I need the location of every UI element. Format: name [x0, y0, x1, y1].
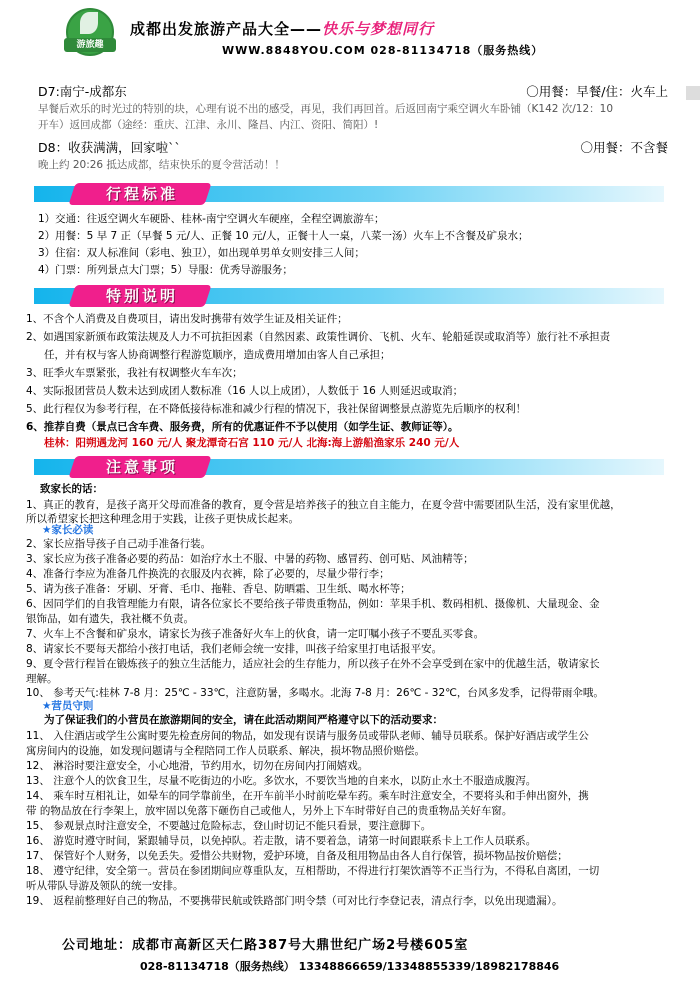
day7-desc-line1: 早餐后欢乐的时光过的特别的块，心理有说不出的感受，再见，我们再回首。后返回南宁乘空调火车卧铺（K142 次/12：10 [38, 103, 614, 115]
list-item: 银饰品，如有遗失，我社概不负责。 [26, 613, 194, 625]
list-item: 寓房间内的设施，如发现问题请与全程陪同工作人员联系、解决，损坏物品照价赔偿。 [26, 745, 425, 757]
rules-heading: ★营员守则 [42, 700, 94, 712]
scroll-tab[interactable] [686, 86, 700, 100]
section-title-special: 特别说明 [105, 287, 178, 305]
list-item: 18、 遵守纪律，安全第一。营员在参团期间应尊重队友，互相帮助，不得进行打架饮酒等不正当行为，不得私自离团，一切 [26, 865, 600, 877]
list-item: 任，并有权与客人协商调整行程游览顺序，造成费用增加由客人自己承担； [44, 349, 391, 361]
header-title-text: 成都出发旅游产品大全—— [130, 20, 323, 38]
optional-prices: 桂林：阳朔遇龙河 160 元/人 聚龙潭奇石宫 110 元/人 北海:海上游船渔家乐 240 元/人 [44, 437, 460, 449]
parents-heading: 致家长的话： [40, 483, 103, 495]
header-title [130, 18, 434, 39]
day8-meal: 〇用餐：不含餐 [580, 140, 668, 155]
list-item: 6、推荐自费（景点已含车费、服务费，所有的优惠证件不予以使用（如学生证、教师证等）。 [26, 421, 459, 433]
logo-text: 游旅趣 [64, 38, 116, 52]
day7-desc-line2: 开车）返回成都（途经：重庆、江津、永川、隆昌、内江、资阳、简阳）! [38, 119, 379, 131]
list-item: 1）交通：往返空调火车硬卧、桂林-南宁空调火车硬座，全程空调旅游车； [38, 213, 385, 225]
must-read-heading: ★家长必读 [42, 524, 94, 536]
section-banner-notice [34, 456, 664, 478]
list-item: 2、如遇国家新颁布政策法规及人力不可抗拒因素（自然因素、政策性调价、飞机、火车、轮船延误或取消等）旅行社不承担责 [26, 331, 611, 343]
list-item: 9、夏令营行程旨在锻炼孩子的独立生活能力，适应社会的生存能力，所以孩子在外不会享受到在家中的优越生活，敬请家长 [26, 658, 600, 670]
list-item: 17、 保管好个人财务，以免丢失。爱惜公共财物，爱护环境，自备及租用物品由各人自行保管，损坏物品按价赔偿； [26, 850, 568, 862]
section-title-standard: 行程标准 [105, 185, 178, 203]
page-header [0, 0, 700, 66]
list-item: 3、旺季火车票紧张，我社有权调整火车车次； [26, 367, 243, 379]
list-item: 19、 返程前整理好自己的物品，不要携带民航或铁路部门明令禁（可对比行李登记表，清点行李，以免出现遗漏）。 [26, 895, 563, 907]
list-item: 3）住宿：双人标准间（彩电、独卫），如出现单男单女则安排三人间； [38, 247, 365, 259]
list-item: 4）门票：所列景点大门票；5）导服：优秀导游服务； [38, 264, 293, 276]
day7-title: D7:南宁-成都东 [38, 84, 127, 99]
day8-row [38, 138, 668, 156]
list-item: 4、准备行李应为准备几件换洗的衣服及内衣裤，除了必要的，尽量少带行李； [26, 568, 390, 580]
header-contact[interactable]: WWW.8848YOU.COM 028-81134718（服务热线） [222, 44, 544, 57]
day8-title: D8：收获满满，回家啦`` [38, 140, 181, 155]
section-banner-standard [34, 183, 664, 205]
section-banner-special [34, 285, 664, 307]
list-item: 15、 参观景点时注意安全，不要越过危险标志，登山时切记不能只看景，要注意脚下。 [26, 820, 432, 832]
list-item: 10、 参考天气:桂林 7-8 月：25℃ - 33℃，注意防暑，多喝水。北海 7-8 月：26℃ - 32℃，台风多发季，记得带雨伞哦。 [26, 687, 604, 699]
list-item: 13、 注意个人的饮食卫生，尽量不吃街边的小吃。多饮水，不要饮当地的自来水，以防止水土不服造成腹泻。 [26, 775, 537, 787]
list-item: 16、 游览时遵守时间，紧跟辅导员，以免掉队。若走散，请不要着急，请第一时间跟联系卡上工作人员联系。 [26, 835, 537, 847]
list-item: 8、请家长不要每天都给小孩打电话，我们老师会统一安排，叫孩子给家里打电话报平安。 [26, 643, 443, 655]
list-item: 3、家长应为孩子准备必要的药品：如治疗水土不服、中暑的药物、感冒药、创可贴、风油精等； [26, 553, 474, 565]
list-item: 11、 入住酒店或学生公寓时要先检查房间的物品，如发现有误请与服务员或带队老师、辅导员联系。保护好酒店或学生公 [26, 730, 589, 742]
list-item: 2）用餐：5 早 7 正（早餐 5 元/人、正餐 10 元/人，正餐十人一桌，八菜一汤）火车上不含餐及矿泉水； [38, 230, 529, 242]
day8-desc: 晚上约 20:26 抵达成都，结束快乐的夏令营活动！！ [38, 159, 285, 171]
list-item: 所以希望家长把这种理念用于实践，让孩子更快成长起来。 [26, 513, 299, 525]
list-item: 1、不含个人消费及自费项目，请出发时携带有效学生证及相关证件； [26, 313, 348, 325]
leaf-icon [80, 12, 98, 34]
list-item: 7、火车上不含餐和矿泉水，请家长为孩子准备好火车上的伙食，请一定叮嘱小孩子不要乱买零食。 [26, 628, 485, 640]
company-address: 公司地址：成都市高新区天仁路387号大鼎世纪广场2号楼605室 [62, 938, 469, 953]
list-item: 带 的物品放在行李架上，放牢固以免落下砸伤自己或他人，另外上下车时带好自己的贵重物品关好车窗。 [26, 805, 513, 817]
list-item: 4、实际报团营员人数未达到成团人数标准（16 人以上成团），人数低于 16 人则延迟或取消； [26, 385, 464, 397]
list-item: 2、家长应指导孩子自己动手准备行装。 [26, 538, 212, 550]
list-item: 1、真正的教育，是孩子离开父母而准备的教育，夏令营是培养孩子的独立自主能力，在夏令营中需要团队生活，没有家里优越， [26, 499, 621, 511]
company-phones[interactable]: 028-81134718（服务热线） 13348866659/13348855339/18982178846 [140, 960, 560, 973]
day7-meal: 〇用餐：早餐/住：火车上 [526, 84, 668, 99]
list-item: 听从带队导游及领队的统一安排。 [26, 880, 184, 892]
list-item: 5、请为孩子准备：牙刷、牙膏、毛巾、拖鞋、香皂、防晒霜、卫生纸、喝水杯等； [26, 583, 411, 595]
list-item: 6、因同学们的自我管理能力有限，请各位家长不要给孩子带贵重物品，例如：苹果手机、数码相机、摄像机、大量现金、金 [26, 598, 600, 610]
list-item: 12、 淋浴时要注意安全，小心地滑，节约用水，切勿在房间内打闹嬉戏。 [26, 760, 369, 772]
list-item: 5、此行程仅为参考行程，在不降低接待标准和减少行程的情况下，我社保留调整景点游览先后顺序的权利！ [26, 403, 527, 415]
header-slogan: 快乐与梦想同行 [322, 20, 435, 38]
day7-row [38, 82, 668, 100]
list-item: 理解。 [26, 673, 58, 685]
list-item: 14、 乘车时互相礼让，如晕车的同学靠前坐，在开车前半小时前吃晕车药。乘车时注意安全，不要将头和手伸出窗外，携 [26, 790, 589, 802]
section-title-notice: 注意事项 [105, 458, 178, 476]
day7-desc [38, 101, 668, 133]
rules-intro: 为了保证我们的小营员在旅游期间的安全，请在此活动期间严格遵守以下的活动要求： [44, 714, 443, 726]
